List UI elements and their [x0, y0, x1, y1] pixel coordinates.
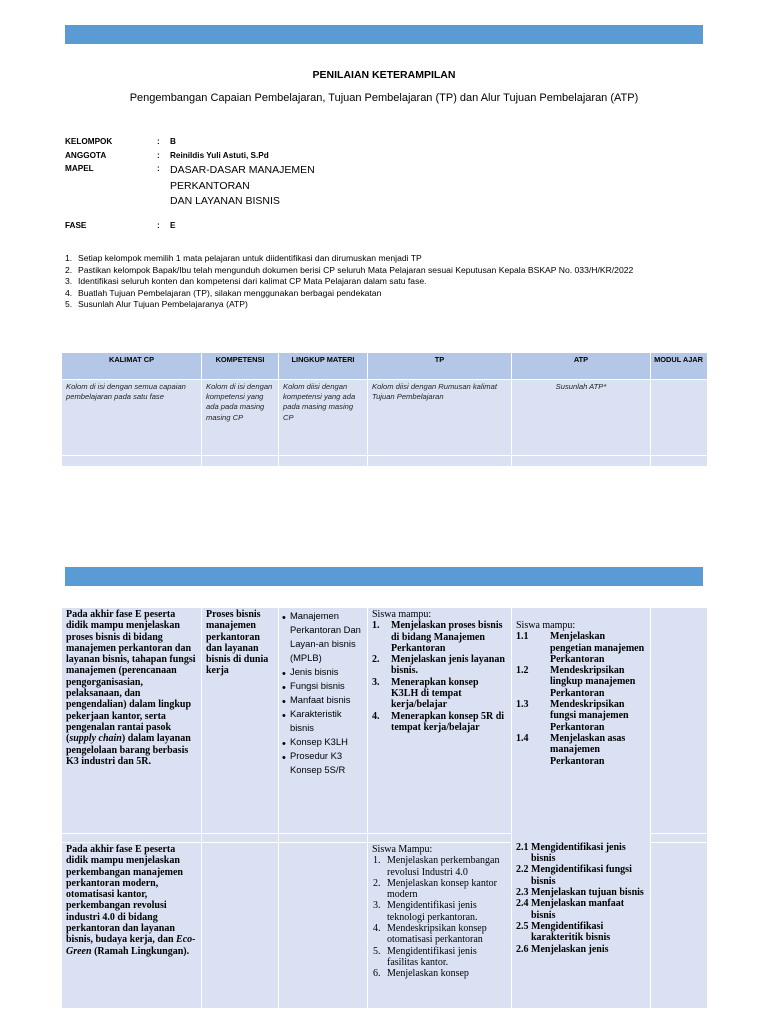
item-text: Menjelaskan asas manajemen Perkantoran: [550, 732, 626, 767]
table-cell: [651, 456, 708, 467]
item-number: 6.: [373, 968, 381, 980]
item-number: 4.: [372, 710, 380, 722]
mapel-line-2: PERKANTORAN: [170, 179, 250, 192]
section-color-band: [65, 567, 703, 586]
instruction-number: 5.: [65, 299, 73, 310]
list-item: • Fungsi bisnis: [283, 679, 363, 693]
anggota-label: ANGGOTA: [65, 151, 107, 160]
table-cell: Kolom diisi dengan Rumusan kalimat Tujuan Pembelajaran: [368, 380, 512, 456]
tp-list: [372, 855, 507, 979]
list-item: [373, 855, 507, 878]
table-cell: Kolom di isi dengan semua capaian pembelajaran pada satu fase: [62, 380, 202, 456]
instruction-text: Setiap kelompok memilih 1 mata pelajaran untuk diidentifikasi dan dirumuskan menjadi TP: [78, 253, 422, 263]
colon: :: [157, 137, 160, 146]
header-atp: ATP: [512, 353, 651, 380]
list-item: [373, 900, 507, 923]
table-cell: [62, 456, 202, 467]
tp-cell: [368, 608, 512, 834]
item-text: Mengidentifikasi jenis teknologi perkantoran.: [387, 900, 478, 923]
item-number: 2.3: [516, 887, 529, 899]
item-text: Mendeskripsikan lingkup manajemen Perkantoran: [550, 665, 636, 699]
table-cell: [279, 834, 368, 843]
list-item: [373, 923, 507, 946]
table-header-row: [62, 353, 708, 380]
header-kalimat-cp: KALIMAT CP: [62, 353, 202, 380]
header-tp: TP: [368, 353, 512, 380]
tp-intro: Siswa mampu:: [372, 609, 432, 620]
instruction-item: [65, 253, 703, 265]
instruction-text: Susunlah Alur Tujuan Pembelajaranya (ATP): [78, 299, 248, 310]
header-lingkup-materi: LINGKUP MATERI: [279, 353, 368, 380]
page-subtitle: Pengembangan Capaian Pembelajaran, Tujuan Pembelajaran (TP) dan Alur Tujuan Pembelajaran (ATP): [129, 92, 639, 104]
list-item: [372, 654, 507, 677]
item-text: Menjelaskan manfaat bisnis: [531, 898, 625, 921]
item-number: 1.3: [516, 699, 529, 711]
kompetensi-cell: Proses bisnis manajemen perkantoran dan layanan bisnis di dunia kerja: [202, 608, 279, 834]
list-item: • Prosedur K3 Konsep 5S/R: [283, 749, 363, 777]
item-number: 2.4: [516, 898, 529, 910]
list-item: • Jenis bisnis: [283, 665, 363, 679]
cp-text-italic: Eco-Green: [66, 934, 196, 957]
page-title: PENILAIAN KETERAMPILAN: [312, 69, 456, 81]
table-cell: [512, 456, 651, 467]
table-cell: [651, 380, 708, 456]
table-cell: [368, 834, 512, 843]
header-color-band: [65, 25, 703, 44]
modul-cell: [651, 608, 708, 834]
item-text: Mendeskripsikan konsep otomatisasi perkantoran: [387, 923, 487, 946]
item-number: 5.: [373, 945, 381, 957]
item-text: Menjelaskan konsep: [387, 968, 469, 980]
cp-text: Pada akhir fase E peserta didik mampu menjelaskan perkembangan manajemen perkantoran modern, otomatisasi kantor, perkembangan revolusi industri 4.0 di bidang perkantoran dan layanan bisnis, budaya kerja, dan: [66, 844, 183, 946]
item-number: 2.6: [516, 943, 529, 955]
item-text: Menjelaskan jenis: [531, 943, 609, 955]
instruction-item: [65, 276, 703, 288]
list-item: [516, 887, 646, 898]
instruction-number: 3.: [65, 276, 73, 287]
item-number: 1.2: [516, 665, 529, 677]
kelompok-label: KELOMPOK: [65, 137, 113, 146]
materi-cell: [279, 843, 368, 1009]
list-item: [372, 677, 507, 711]
atp-list: [516, 631, 646, 767]
cp-text: Pada akhir fase E peserta didik mampu menjelaskan proses bisnis di bidang manajemen perkantoran dan layanan bisnis, tahapan fungsi manajemen (perencanaan pengorganisasian, pelaksanaan, dan pengendalian) dalam lingkup pekerjaan kantor, serta pengenalan rantai pasok (: [66, 609, 196, 745]
item-text: Mengidentifikasi karakteritik bisnis: [531, 920, 611, 944]
tp-list: [372, 620, 507, 733]
item-number: 1.: [372, 620, 380, 632]
atp-cell: [512, 608, 651, 1009]
table-cell: Susunlah ATP*: [512, 380, 651, 456]
table-cell: [202, 456, 279, 467]
instruction-text: Buatlah Tujuan Pembelajaran (TP), silakan menggunakan berbagai pendekatan: [78, 287, 382, 298]
item-text: Menjelaskan pengetian manajemen Perkantoran: [550, 631, 645, 665]
header-kompetensi: KOMPETENSI: [202, 353, 279, 380]
table-row: [62, 608, 708, 834]
instruction-number: 4.: [65, 287, 73, 298]
item-number: 1.: [373, 855, 381, 867]
list-item: [516, 842, 646, 865]
cp-text: ) dalam layanan pengelolaan barang berbasis K3 industri dan 5R.: [66, 733, 191, 767]
anggota-value: Reinildis Yuli Astuti, S.Pd: [170, 151, 269, 160]
table-cell: [279, 456, 368, 467]
item-number: 2.: [372, 654, 380, 666]
list-item: • Karakteristik bisnis: [283, 707, 363, 735]
tp-intro: Siswa Mampu:: [372, 844, 433, 855]
content-table: [61, 607, 708, 1009]
table-cell: [368, 456, 512, 467]
list-item: [516, 864, 646, 887]
list-item: [373, 968, 507, 979]
list-item: [373, 878, 507, 901]
materi-list: [283, 609, 363, 777]
item-text: Menjelaskan tujuan bisnis: [531, 887, 644, 899]
list-item: [516, 699, 646, 733]
kelompok-value: B: [170, 137, 176, 146]
colon: :: [157, 151, 160, 160]
item-number: 2.5: [516, 920, 529, 932]
list-item: [516, 631, 646, 665]
item-text: Mengidentifikasi jenis fasilitas kantor.: [387, 945, 477, 968]
table-cell: Kolom diisi dengan kompetensi yang ada pada masing masing CP: [279, 380, 368, 456]
header-modul-ajar: MODUL AJAR: [651, 353, 708, 380]
list-item: [516, 665, 646, 699]
kompetensi-cell: [202, 843, 279, 1009]
item-number: 3.: [372, 676, 380, 688]
cp-cell: [62, 843, 202, 1009]
table-row: [62, 380, 708, 456]
atp-list-2: [516, 842, 646, 955]
item-text: Menjelaskan jenis layanan bisnis.: [391, 654, 505, 677]
tp-cell: [368, 843, 512, 1009]
item-number: 1.1: [516, 631, 529, 643]
item-number: 2.2: [516, 864, 529, 876]
list-item: [516, 898, 646, 921]
list-item: • Manajemen Perkantoran Dan Layan-an bisnis (MPLB): [283, 609, 363, 665]
instruction-text: Identifikasi seluruh konten dan kompetensi dari kalimat CP Mata Pelajaran dalam satu fase.: [78, 276, 427, 287]
colon: :: [157, 164, 160, 173]
template-table: [61, 352, 708, 467]
list-item: [372, 620, 507, 654]
item-text: Menjelaskan konsep kantor modern: [387, 877, 497, 901]
cp-text: (Ramah Lingkungan).: [91, 945, 190, 957]
table-cell: Kolom di isi dengan kompetensi yang ada pada masing masing CP: [202, 380, 279, 456]
list-item: [516, 944, 646, 955]
item-text: Menjelaskan perkembangan revolusi Industri 4.0: [387, 855, 500, 878]
fase-value: E: [170, 221, 176, 230]
item-number: 3.: [373, 900, 381, 912]
instruction-number: 2.: [65, 264, 73, 275]
list-item: • Manfaat bisnis: [283, 693, 363, 707]
list-item: [372, 711, 507, 734]
mapel-value: [170, 163, 315, 210]
item-text: Mendeskripsikan fungsi manajemen Perkantoran: [550, 699, 629, 733]
table-row: [62, 456, 708, 467]
cp-cell: [62, 608, 202, 834]
instruction-text: Pastikan kelompok Bapak/Ibu telah mengunduh dokumen berisi CP seluruh Mata Pelajaran sesuai Keputusan Kepala BSKAP No. 033/H/KR/2022: [78, 264, 634, 275]
list-item: [373, 946, 507, 969]
list-item: [516, 921, 646, 944]
mapel-label: MAPEL: [65, 164, 94, 173]
instruction-item: [65, 265, 703, 277]
item-number: 1.4: [516, 732, 529, 744]
instruction-item: [65, 299, 703, 311]
instruction-item: [65, 288, 703, 300]
table-cell: [651, 834, 708, 843]
item-text: Menerapkan konsep K3LH di tempat kerja/belajar: [391, 676, 479, 711]
item-text: Menjelaskan proses bisnis di bidang Manajemen Perkantoran: [391, 620, 503, 654]
instruction-list: [65, 253, 703, 311]
list-item: [516, 733, 646, 767]
atp-intro: Siswa mampu:: [516, 620, 576, 631]
fase-label: FASE: [65, 221, 87, 230]
item-text: Mengidentifikasi fungsi bisnis: [531, 864, 632, 887]
instruction-number: 1.: [65, 253, 73, 263]
table-cell: [202, 834, 279, 843]
item-text: Mengidentifikasi jenis bisnis: [531, 841, 626, 865]
cp-text-italic: supply chain: [69, 733, 122, 745]
colon: :: [157, 221, 160, 230]
item-number: 2.: [373, 877, 381, 889]
modul-cell: [651, 843, 708, 1009]
materi-cell: [279, 608, 368, 834]
mapel-line-3: DAN LAYANAN BISNIS: [170, 195, 280, 207]
table-cell: [62, 834, 202, 843]
item-number: 4.: [373, 923, 381, 935]
item-number: 2.1: [516, 841, 529, 853]
mapel-line-1: DASAR-DASAR MANAJEMEN: [170, 164, 315, 176]
list-item: • Konsep K3LH: [283, 735, 363, 749]
item-text: Menerapkan konsep 5R di tempat kerja/belajar: [391, 710, 505, 733]
